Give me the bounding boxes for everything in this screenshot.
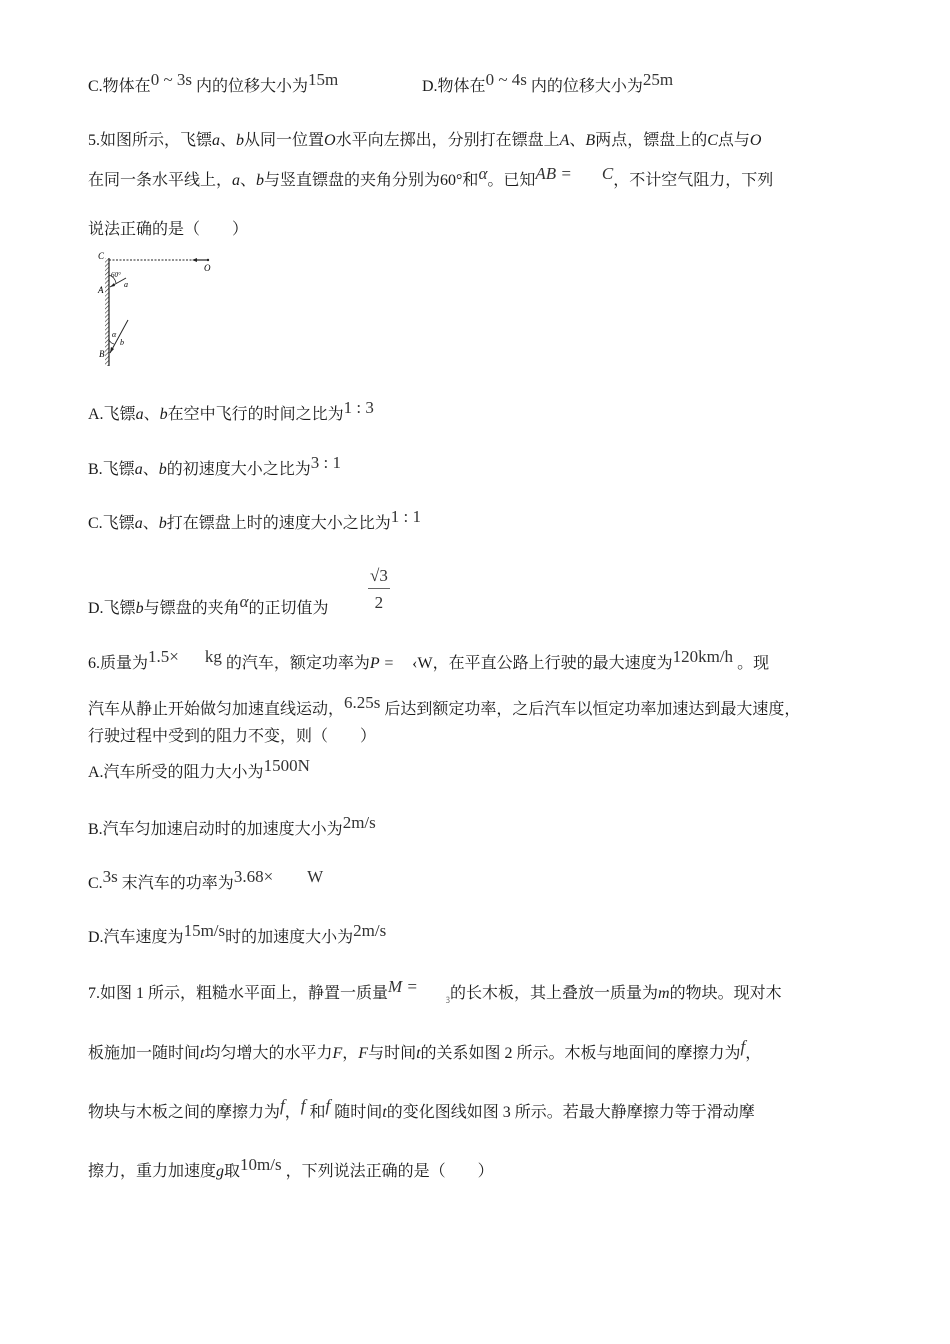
text: 的长木板，其上叠放一质量为: [450, 985, 659, 1002]
math: AB =: [535, 164, 572, 183]
text: 随时间: [334, 1104, 383, 1121]
math: 2m/s: [353, 921, 387, 940]
math: 25m: [642, 70, 674, 89]
text: 取: [224, 1163, 241, 1180]
var: t: [416, 1045, 421, 1062]
numerator: √3: [368, 566, 390, 589]
math: f: [300, 1096, 306, 1115]
var: m: [658, 985, 670, 1002]
math: 0 ~ 4s: [485, 70, 527, 89]
var: a: [134, 515, 143, 532]
text: 物块与木板之间的摩擦力为: [88, 1104, 281, 1121]
math: P =: [369, 655, 395, 672]
text: 和: [309, 1104, 326, 1121]
math: 1500N: [263, 756, 310, 775]
q7-stem-line4: [88, 1155, 494, 1182]
text: A.飞镖: [88, 406, 136, 423]
math: α: [478, 164, 488, 183]
text: 。现: [737, 655, 770, 672]
q5-option-d: [88, 592, 329, 619]
var: g: [216, 1163, 225, 1180]
var: b: [256, 172, 265, 189]
q6-stem-line3: 行驶过程中受到的阻力不变，则（ ）: [88, 728, 377, 745]
text: 打在镖盘上时的速度大小之比为: [166, 515, 391, 532]
svg-text:B: B: [99, 349, 105, 359]
text: 、: [142, 461, 159, 478]
text: 两点，镖盘上的: [595, 132, 708, 149]
svg-text:a: a: [124, 280, 128, 289]
q7-stem-line1: [88, 977, 782, 1006]
svg-text:α: α: [112, 330, 117, 339]
text: 末汽车的功率为: [121, 875, 234, 892]
text: 后达到额定功率，之后汽车以恒定功率加速达到最大速度，: [384, 701, 801, 718]
text: 内的位移大小为: [530, 78, 643, 95]
text: 的变化图线如图 3 所示。若最大静摩擦力等于滑动摩: [386, 1104, 755, 1121]
dart-board-diagram: [88, 245, 238, 385]
text: ，: [284, 1104, 301, 1121]
text: 擦力，重力加速度: [88, 1163, 217, 1180]
text: 汽车从静止开始做匀加速直线运动，: [88, 701, 345, 718]
var: b: [135, 600, 144, 617]
q4-option-c: [88, 70, 339, 97]
text: ，: [745, 1045, 762, 1062]
text: ，不计空气阻力，下列: [613, 172, 774, 189]
var: A: [559, 132, 570, 149]
math: 2m/s: [342, 813, 376, 832]
text: 内的位移大小为: [196, 78, 309, 95]
text: C.: [88, 875, 103, 892]
text: 的物块。现对木: [669, 985, 782, 1002]
math: 1.5×: [148, 647, 179, 666]
svg-text:C: C: [98, 251, 105, 261]
text: B.汽车匀加速启动时的加速度大小为: [88, 821, 343, 838]
text: D.汽车速度为: [88, 929, 184, 946]
text: 、: [142, 515, 159, 532]
math: 3 : 1: [310, 453, 341, 472]
math: α: [239, 592, 249, 611]
math: M =: [388, 977, 418, 996]
text: 的关系如图 2 所示。木板与地面间的摩擦力为: [420, 1045, 741, 1062]
text: 与镖盘的夹角: [143, 600, 240, 617]
q5-option-b: [88, 453, 341, 480]
text: 、: [220, 132, 237, 149]
text: 与时间: [368, 1045, 417, 1062]
sqrt3-over-2-fraction: [368, 566, 390, 613]
math: 6.25s: [344, 693, 381, 712]
var: t: [200, 1045, 205, 1062]
q6-option-c: [88, 867, 324, 894]
q6-option-d: [88, 921, 387, 948]
math: 15m/s: [183, 921, 226, 940]
q5-stem-line2: [88, 164, 774, 191]
text: 与竖直镖盘的夹角分别为60°和: [264, 172, 479, 189]
text: 、: [143, 406, 160, 423]
text: 5.如图所示，飞镖: [88, 132, 213, 149]
text: 板施加一随时间: [88, 1045, 201, 1062]
text: 点与: [717, 132, 750, 149]
text: 均匀增大的水平力: [204, 1045, 333, 1062]
text: 的汽车，额定功率为: [225, 655, 370, 672]
text: A.汽车所受的阻力大小为: [88, 764, 264, 781]
text: 的初速度大小之比为: [166, 461, 311, 478]
text: 。已知: [487, 172, 536, 189]
text: 的正切值为: [248, 600, 329, 617]
text: ，: [342, 1045, 359, 1062]
math: 1 : 3: [343, 398, 374, 417]
math: 15m: [308, 70, 339, 89]
text: 水平向左掷出，分别打在镖盘上: [335, 132, 560, 149]
var: C: [707, 132, 718, 149]
math: 3s: [102, 867, 118, 886]
math: 3.68×: [233, 867, 274, 886]
var: b: [159, 406, 168, 423]
var: a: [232, 172, 241, 189]
math: kg: [204, 647, 222, 666]
math: f: [740, 1037, 746, 1056]
var: a: [212, 132, 221, 149]
text: ，在平直公路上行驶的最大速度为: [432, 655, 673, 672]
text: 、: [240, 172, 257, 189]
q7-stem-line2: [88, 1037, 762, 1064]
q5-option-c: [88, 507, 421, 534]
var: a: [135, 406, 144, 423]
var: b: [158, 461, 167, 478]
var: a: [134, 461, 143, 478]
math: ꝫ: [445, 994, 450, 1003]
svg-text:60°: 60°: [111, 271, 121, 279]
var: F: [332, 1045, 343, 1062]
math: C: [601, 164, 614, 183]
text: 、: [569, 132, 586, 149]
q5-stem-line1: [88, 131, 761, 151]
q6-option-b: [88, 813, 376, 840]
math: f: [325, 1096, 331, 1115]
var: O: [749, 132, 762, 149]
text: ，下列说法正确的是（ ）: [285, 1163, 494, 1180]
q5-option-a: [88, 398, 374, 425]
var: O: [324, 132, 336, 149]
text: 时的加速度大小为: [225, 929, 354, 946]
text: 在空中飞行的时间之比为: [167, 406, 344, 423]
math: 0 ~ 3s: [150, 70, 193, 89]
q6-stem-line1: [88, 647, 770, 674]
var: t: [382, 1104, 387, 1121]
denominator: 2: [374, 593, 384, 612]
q6-option-a: [88, 756, 310, 783]
svg-text:b: b: [120, 338, 124, 347]
math: f: [280, 1096, 285, 1115]
text: D.飞镖: [88, 600, 136, 617]
math: 1 : 1: [390, 507, 421, 526]
var: B: [585, 132, 596, 149]
q4-option-d: [422, 70, 674, 97]
math: ‹W: [412, 655, 433, 672]
math: 10m/s: [240, 1155, 282, 1174]
svg-text:O: O: [204, 263, 211, 273]
text: 在同一条水平线上，: [88, 172, 233, 189]
q6-stem-line2: [88, 693, 801, 720]
q5-stem-line3: 说法正确的是（ ）: [88, 221, 249, 238]
math: W: [307, 867, 324, 886]
var: b: [236, 132, 245, 149]
math: 120km/h: [672, 647, 734, 666]
text: 7.如图 1 所示，粗糙水平面上，静置一质量: [88, 985, 389, 1002]
text: 6.质量为: [88, 655, 149, 672]
text: 从同一位置: [244, 132, 325, 149]
var: F: [358, 1045, 369, 1062]
text: C.飞镖: [88, 515, 135, 532]
var: b: [158, 515, 167, 532]
text: D.物体在: [422, 78, 486, 95]
text: B.飞镖: [88, 461, 135, 478]
svg-text:A: A: [98, 285, 104, 295]
text: C.物体在: [88, 78, 151, 95]
q7-stem-line3: [88, 1096, 755, 1123]
